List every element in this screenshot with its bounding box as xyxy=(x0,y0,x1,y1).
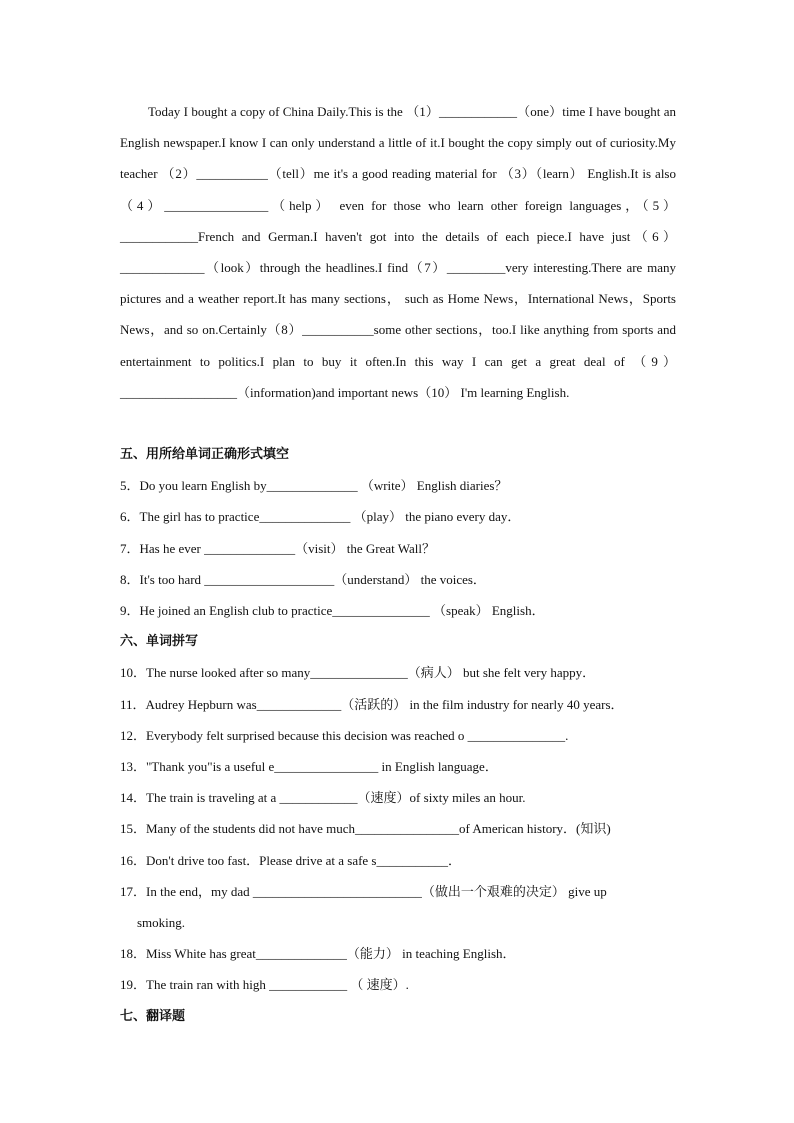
question-17: 17．In the end，my dad __________________________（做出一个艰难的决定） give up xyxy=(120,884,607,899)
question-11: 11．Audrey Hepburn was_____________（活跃的） in the film industry for nearly 40 years． xyxy=(120,697,624,712)
reading-passage: Today I bought a copy of China Daily.This is the （1）____________（one）time I have bought an English newspaper.I know I can only understand a little of it.I bought the copy simply out of curiosity.My teacher （2）___________（tell）me it's a good reading material for （3）（learn） English.It is also （4）________________（help） even for those who learn other foreign languages，（5）____________French and German.I haven't got into the details of each piece.I have just（6）_____________（look）through the headlines.I find（7）_________very interesting.There are many pictures and a weather report.It has many sections， such as Home News，International News，Sports News，and so on.Certainly（8）___________some other sections，too.I like anything from sports and entertainment to politics.I plan to buy it often.In this way I can get a great deal of （9）__________________（information)and important news（10） I'm learning English. xyxy=(120,104,676,400)
section-7-heading: 七、翻译题 xyxy=(120,1009,186,1024)
question-8: 8．It's too hard ____________________（understand） the voices． xyxy=(120,572,486,587)
question-15: 15．Many of the students did not have much________________of American history．(知识) xyxy=(120,821,611,836)
section-5-heading: 五、用所给单词正确形式填空 xyxy=(120,447,290,462)
question-16: 16．Don't drive too fast．Please drive at a safe s___________． xyxy=(120,853,461,868)
question-13: 13．"Thank you"is a useful e________________ in English language． xyxy=(120,759,498,774)
question-5: 5．Do you learn English by______________ （write） English diaries？ xyxy=(120,478,508,493)
question-18: 18．Miss White has great______________（能力） in teaching English． xyxy=(120,946,516,961)
question-19: 19．The train ran with high ____________ （ 速度）. xyxy=(120,977,409,992)
question-7: 7．Has he ever ______________（visit） the Great Wall？ xyxy=(120,541,435,556)
question-14: 14．The train is traveling at a ____________（速度）of sixty miles an hour. xyxy=(120,790,526,805)
question-9: 9．He joined an English club to practice_______________ （speak） English． xyxy=(120,603,545,618)
question-6: 6．The girl has to practice______________ （play） the piano every day． xyxy=(120,509,521,524)
question-12: 12．Everybody felt surprised because this decision was reached o _______________. xyxy=(120,728,569,743)
question-10: 10．The nurse looked after so many_______________（病人） but she felt very happy． xyxy=(120,665,596,680)
section-6-heading: 六、单词拼写 xyxy=(120,634,199,649)
question-17-continued: smoking. xyxy=(137,915,186,930)
